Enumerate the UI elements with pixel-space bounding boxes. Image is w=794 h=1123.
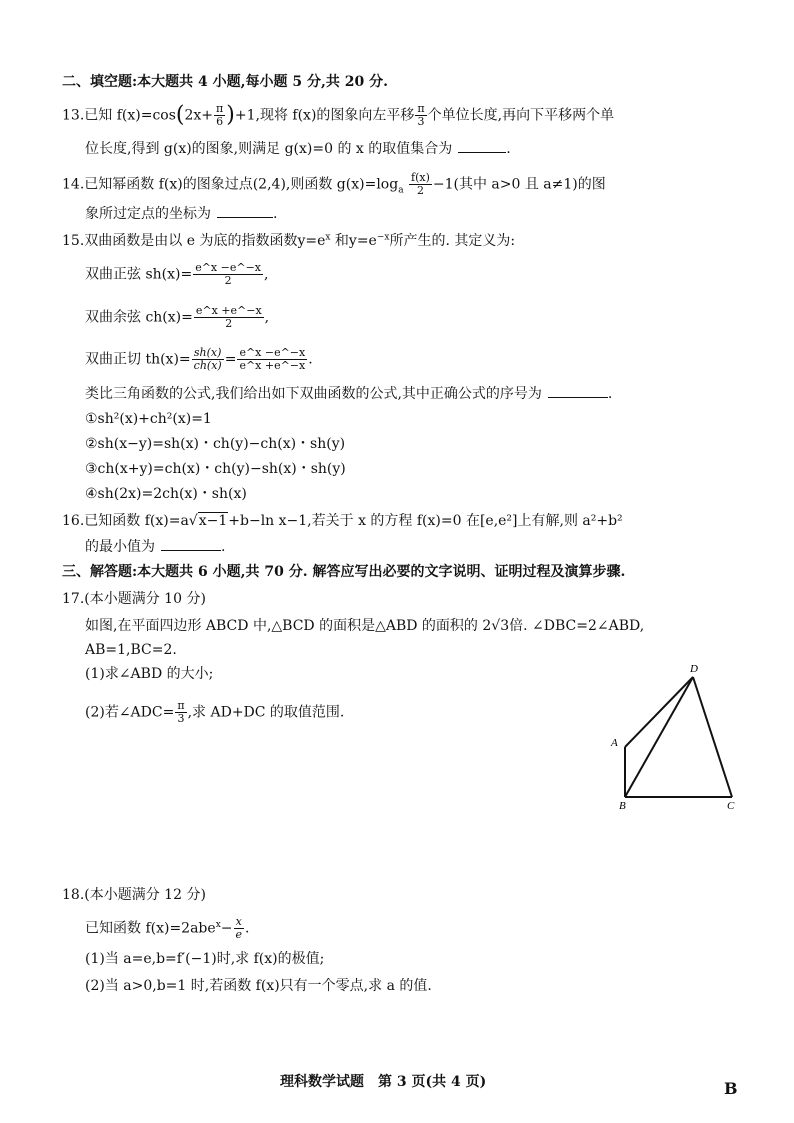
label-B: B — [619, 800, 626, 812]
q16-text-a: 已知函数 f(x)=a — [84, 513, 189, 529]
q13-number: 13. — [62, 107, 85, 124]
q15-intro-c: 所产生的. 其定义为: — [389, 233, 516, 249]
q15-sh-frac — [193, 262, 263, 287]
q15-analog: 类比三角函数的公式,我们给出如下双曲函数的公式,其中正确公式的序号为 . — [85, 386, 613, 402]
q13-lparen: ( — [175, 102, 185, 128]
q16-line2: 的最小值为 . — [85, 539, 226, 555]
q15-sh-num: e^x −e^−x — [195, 261, 261, 274]
q17-line1: 如图,在平面四边形 ABCD 中,△BCD 的面积是△ABD 的面积的 2√3倍. ∠DBC=2∠ABD, — [85, 618, 645, 634]
q15-answer-blank[interactable] — [548, 385, 608, 398]
section3-heading: 三、解答题:本大题共 6 小题,共 70 分. 解答应写出必要的文字说明、证明过程及演算步骤. — [62, 564, 626, 580]
q17-quadrilateral-figure — [605, 660, 745, 815]
q15-intro-sup2: −x — [376, 232, 390, 243]
q15-option-1: ①sh²(x)+ch²(x)=1 — [85, 411, 212, 427]
q13-frac2-num: π — [417, 102, 425, 115]
q18-number: 18. — [62, 887, 85, 903]
q16-text-b: +b−ln x−1,若关于 x 的方程 f(x)=0 在[e,e²]上有解,则 a²+b² — [228, 513, 623, 529]
q13-rparen: ) — [226, 102, 235, 128]
q15-intro-b: 和y=e — [330, 233, 377, 249]
q15-number: 15. — [62, 233, 85, 249]
q15-th-frac2 — [237, 347, 307, 372]
q15-option-4: ④sh(2x)=2ch(x)・sh(x) — [85, 486, 247, 502]
q16-line2-text: 的最小值为 — [85, 539, 155, 555]
q18-func-b: − — [220, 920, 233, 937]
q17-frac — [175, 700, 186, 725]
question-14 — [62, 172, 606, 197]
q14-frac-den: 2 — [416, 184, 424, 197]
q13-text-c: +1,现将 f(x)的图象向左平移 — [234, 107, 415, 124]
q15-tanh-def: 双曲正切 th(x)= $\frac{sh(x)}{ch(x)}$ = $\frac{e\^{}x -e\^{}-x}{e\^{}x +e\^{}-x}$ . — [85, 346, 313, 372]
q15-ch-frac — [194, 305, 264, 330]
label-D: D — [690, 663, 698, 675]
q15-ch-num: e^x +e^−x — [195, 304, 262, 317]
label-A: A — [611, 737, 618, 749]
q15-cosh-def: 双曲余弦 ch(x)= $\frac{e\^{}x +e\^{}-x}{2}$ , — [85, 304, 270, 330]
q13-line2-text: 位长度,得到 g(x)的图象,则满足 g(x)=0 的 x 的取值集合为 — [85, 141, 453, 157]
q16-number: 16. — [62, 513, 85, 529]
q13-frac-den: 6 — [216, 115, 224, 128]
q18-part2: (2)当 a>0,b=1 时,若函数 f(x)只有一个零点,求 a 的值. — [85, 978, 432, 994]
q14-line2-text: 象所过定点的坐标为 — [85, 206, 211, 222]
q15-th-num2: e^x −e^−x — [239, 346, 306, 359]
q15-analog-text: 类比三角函数的公式,我们给出如下双曲函数的公式,其中正确公式的序号为 — [85, 386, 542, 402]
q15-th-label: 双曲正切 th(x)= — [85, 351, 191, 368]
q13-frac-pi3 — [415, 103, 426, 128]
label-C: C — [727, 800, 735, 812]
q18-function: 已知函数 f(x)=2abe$^x$− $\frac{x}{e}$ . — [85, 915, 250, 941]
q15-option-3: ③ch(x+y)=ch(x)・ch(y)−sh(x)・sh(y) — [85, 461, 346, 477]
q14-answer-blank[interactable] — [217, 205, 273, 218]
q15-sinh-def: 双曲正弦 sh(x)= $\frac{e\^{}x -e\^{}-x}{2}$ , — [85, 261, 269, 287]
q14-text-a: 已知幂函数 f(x)的图象过点(2,4),则函数 g(x)=log — [84, 176, 399, 193]
q14-log-base: a — [398, 185, 404, 196]
q17-part2-a: (2)若∠ADC= — [85, 704, 175, 721]
q13-line2: 位长度,得到 g(x)的图象,则满足 g(x)=0 的 x 的取值集合为 . — [85, 141, 511, 157]
q15-th-frac1 — [192, 347, 224, 372]
q17-line2: AB=1,BC=2. — [85, 642, 177, 658]
q15-sh-den: 2 — [224, 274, 232, 287]
q17-part1: (1)求∠ABD 的大小; — [85, 666, 214, 682]
q14-text-b: −1(其中 a>0 且 a≠1)的图 — [432, 176, 606, 193]
question-13 — [62, 103, 614, 128]
q14-line2: 象所过定点的坐标为 . — [85, 206, 278, 222]
q17-part2 — [85, 700, 344, 725]
q18-func-sup: x — [215, 919, 221, 930]
q18-frac-num: x — [234, 916, 245, 929]
q15-th-den2: e^x +e^−x — [239, 359, 306, 372]
q18-frac — [234, 916, 245, 941]
q15-intro-a: 双曲函数是由以 e 为底的指数函数y=e — [84, 233, 326, 249]
page-footer: 理科数学试题 第 3 页(共 4 页) — [280, 1074, 487, 1090]
edge-DC — [693, 677, 732, 797]
q13-answer-blank[interactable] — [458, 140, 506, 153]
q15-option-2: ②sh(x−y)=sh(x)・ch(y)−ch(x)・sh(y) — [85, 436, 346, 452]
q18-part1: (1)当 a=e,b=f′(−1)时,求 f(x)的极值; — [85, 951, 325, 967]
q13-text-b: 2x+ — [184, 107, 214, 124]
q17-part2-b: ,求 AD+DC 的取值范围. — [187, 704, 345, 721]
question-17-header — [62, 590, 206, 608]
q13-frac-pi6 — [214, 103, 225, 128]
q13-text-d: 个单位长度,再向下平移两个单 — [427, 107, 615, 124]
q15-th-num1: sh(x) — [192, 347, 224, 360]
question-16: 16.已知函数 f(x)=a√x−1+b−ln x−1,若关于 x 的方程 f(x)=0 在[e,e²]上有解,则 a²+b² — [62, 513, 623, 529]
q18-score: (本小题满分 12 分) — [84, 887, 206, 903]
q16-answer-blank[interactable] — [161, 538, 221, 551]
version-mark: B — [724, 1079, 738, 1098]
question-18-header — [62, 886, 206, 904]
q13-frac-num: π — [216, 102, 224, 115]
q17-score: (本小题满分 10 分) — [84, 591, 206, 607]
q14-number: 14. — [62, 176, 85, 193]
q17-number: 17. — [62, 591, 85, 607]
q15-ch-label: 双曲余弦 ch(x)= — [85, 309, 193, 326]
q13-frac2-den: 3 — [417, 115, 425, 128]
q14-frac-num: f(x) — [411, 171, 430, 184]
q17-frac-num: π — [177, 699, 185, 712]
q18-frac-den: e — [235, 928, 243, 941]
q14-frac — [409, 172, 432, 197]
q15-ch-den: 2 — [225, 317, 233, 330]
q16-sqrt: x−1 — [198, 513, 228, 529]
q18-func-a: 已知函数 f(x)=2abe — [85, 920, 216, 937]
q15-intro-sup1: x — [325, 232, 331, 243]
q15-sh-label: 双曲正弦 sh(x)= — [85, 266, 193, 283]
q15-th-den1: ch(x) — [193, 359, 222, 372]
section2-heading: 二、填空题:本大题共 4 小题,每小题 5 分,共 20 分. — [62, 74, 388, 90]
question-15-intro — [62, 232, 515, 250]
q17-frac-den: 3 — [177, 712, 185, 725]
q13-text-a: 已知 f(x)=cos — [84, 107, 176, 124]
